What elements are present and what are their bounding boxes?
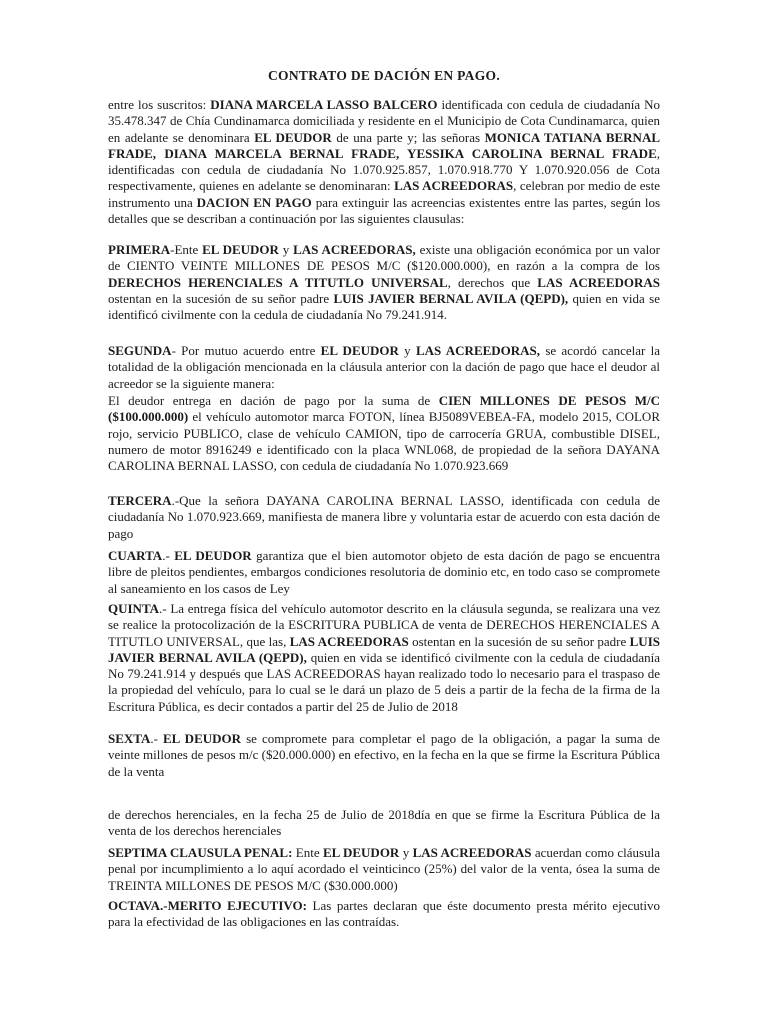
bold-text: EL DEUDOR xyxy=(163,731,242,746)
bold-text: SEXTA xyxy=(108,731,151,746)
text-run: .- xyxy=(150,731,164,746)
paragraph-text xyxy=(108,97,660,227)
text-run: quien en vida se identificó civilmente con la cedula de ciudadanía No 79.241.914. xyxy=(108,290,660,323)
paragraph-text xyxy=(108,493,660,542)
bold-text: LAS ACREEDORAS xyxy=(537,274,660,290)
text-run: existe una obligación económica por un valor de CIENTO VEINTE MILLONES DE PESOS M/C ($120.000.000), en razón a la compra de los xyxy=(108,242,661,274)
text-run: acuerdan como cláusula penal por incumplimiento a lo aquí acordado el veinticinco (25%) del valor de la venta, ósea la suma de TREINTA MILLONES DE PESOS M/C ($30.000.000) xyxy=(108,845,660,893)
text-run: entre los suscritos: xyxy=(108,97,211,112)
text-run: .-Que la señora DAYANA CAROLINA BERNAL LASSO, identificada con cedula de ciudadanía No 1.070.923.669, manifiesta de manera libre y voluntaria estar de acuerdo con esta dación de pago xyxy=(108,493,660,541)
bold-text: LAS ACREEDORAS, xyxy=(415,343,541,358)
text-run: de derechos herenciales, en la fecha 25 de Julio de 2018día en que se firme la Escritura Pública de la venta de los derechos herenciales xyxy=(108,807,660,839)
bold-text: EL DEUDOR xyxy=(202,242,279,257)
clause-segunda xyxy=(108,343,660,392)
text-run: de una parte y; las señoras xyxy=(331,129,485,145)
text-run: el vehículo automotor marca FOTON, línea BJ5089VEBEA-FA, modelo 2015, COLOR rojo, servicio PUBLICO, clase de vehículo CAMION, tipo de carrocería GRUA, combustible DISEL, numero de motor 8916249 e identificado con la placa WNL068, de propiedad de la señora DAYANA CAROLINA BERNAL LASSO, con cedula de ciudadanía No 1.070.923.669 xyxy=(108,409,660,474)
text-run: se compromete para completar el pago de la obligación, a pagar la suma de veinte millones de pesos m/c ($20.000.000) en efectivo, en la fecha en la que se firme la Escritura Pública de la venta xyxy=(108,731,660,779)
bold-text: LUIS JAVIER BERNAL AVILA (QEPD), xyxy=(333,290,569,306)
bold-text: DACION EN PAGO xyxy=(196,194,312,210)
text-run: - Por mutuo acuerdo entre xyxy=(171,343,321,358)
clause-tercera xyxy=(108,493,660,542)
text-run: ostentan en la sucesión de su señor padre xyxy=(108,290,334,306)
bold-text: MONICA TATIANA BERNAL FRADE, DIANA MARCELA BERNAL FRADE, YESSIKA CAROLINA BERNAL FRADE xyxy=(108,129,661,161)
paragraph-text xyxy=(108,242,660,323)
text-run: , celebran por medio de este instrumento una xyxy=(108,178,660,210)
text-run: .- xyxy=(162,548,175,563)
clause-primera xyxy=(108,242,660,323)
paragraph-text xyxy=(108,393,660,474)
clause-septima xyxy=(108,845,660,894)
text-run: identificada con cedula de ciudadanía No 35.478.347 de Chía Cundinamarca domiciliada y residente en el Municipio de Cota Cundinamarca, quien en adelante se denominara xyxy=(108,97,661,145)
text-run: y xyxy=(398,343,416,358)
paragraph-text xyxy=(108,731,660,780)
text-run: y xyxy=(278,242,294,257)
bold-text: TERCERA xyxy=(108,493,172,508)
bold-text: PRIMERA xyxy=(108,242,171,257)
bold-text: DERECHOS HERENCIALES A TITUTLO UNIVERSAL xyxy=(108,274,448,290)
clause-quinta xyxy=(108,601,660,715)
continuation-paragraph xyxy=(108,807,660,840)
text-run: ostentan en la sucesión de su señor padre xyxy=(408,633,630,649)
text-run: , derechos que xyxy=(447,274,538,290)
bold-text: EL DEUDOR xyxy=(254,129,332,145)
text-run: .- La entrega física del vehículo automotor descrito en la cláusula segunda, se realizara una vez se realice la protocolización de la ESCRITURA PUBLICA de venta de DERECHOS HERENCIALES A TITUTLO UNIVERSAL, que las, xyxy=(108,601,660,649)
bold-text: LAS ACREEDORAS xyxy=(394,178,514,194)
bold-text: QUINTA xyxy=(108,601,160,616)
text-run: , identificadas con cedula de ciudadanía No 1.070.925.857, 1.070.918.770 Y 1.070.920.056 de Cota respectivamente, quienes en adelante se denominaran: xyxy=(108,145,660,194)
clause-cuarta xyxy=(108,548,660,597)
paragraph-text xyxy=(108,601,660,715)
paragraph-text xyxy=(108,343,660,392)
text-run: quien en vida se identificó civilmente con la cedula de ciudadanía No 79.241.914 y después que LAS ACREEDORAS hayan realizado todo lo necesario para el traspaso de la propiedad del vehículo, para lo cual se le dará un plazo de 5 deis a partir de la fecha de la firma de la Escritura Pública, es decir contados a partir del 25 de Julio de 2018 xyxy=(108,649,660,714)
paragraph-text xyxy=(108,807,660,840)
bold-text: OCTAVA.-MERITO EJECUTIVO: xyxy=(108,898,307,913)
text-run: Las partes declaran que éste documento presta mérito ejecutivo para la efectividad de las obligaciones en las contraídas. xyxy=(108,898,661,930)
paragraph-text xyxy=(108,898,660,931)
contract-title: CONTRATO DE DACIÓN EN PAGO. xyxy=(268,68,500,83)
intro-paragraph xyxy=(108,97,660,227)
paragraph-text xyxy=(108,845,660,894)
bold-text: SEGUNDA xyxy=(108,343,172,358)
text-run: y xyxy=(399,845,413,860)
bold-text: SEPTIMA CLAUSULA PENAL: xyxy=(108,845,293,860)
text-run: se acordó cancelar la totalidad de la obligación mencionada en la cláusula anterior con la dación de pago que hace el deudor al acreedor se la siguiente manera: xyxy=(108,343,660,391)
clause-sexta xyxy=(108,731,660,780)
text-run: Ente xyxy=(292,845,323,860)
bold-text: EL DEUDOR xyxy=(174,548,252,563)
bold-text: CUARTA xyxy=(108,548,163,563)
bold-text: EL DEUDOR xyxy=(320,343,399,358)
text-run: garantiza que el bien automotor objeto de esta dación de pago se encuentra libre de pleitos pendientes, embargos condiciones resolutoria de dominio etc, en todo caso se compromete al saneamiento en los casos de Ley xyxy=(108,548,660,596)
bold-text: EL DEUDOR xyxy=(323,845,400,860)
bold-text: LAS ACREEDORAS xyxy=(412,845,532,860)
bold-text: LAS ACREEDORAS xyxy=(289,633,409,649)
bold-text: LAS ACREEDORAS, xyxy=(293,242,416,257)
delivery-paragraph xyxy=(108,393,660,474)
text-run: El deudor entrega en dación de pago por la suma de xyxy=(108,393,439,408)
bold-text: CIEN MILLONES DE PESOS M/C ($100.000.000) xyxy=(108,393,660,425)
bold-text: LUIS JAVIER BERNAL AVILA (QEPD), xyxy=(108,633,660,665)
clause-octava xyxy=(108,898,660,931)
bold-text: DIANA MARCELA LASSO BALCERO xyxy=(210,97,438,112)
text-run: para extinguir las acreencias existentes entre las partes, según los detalles que se describan a continuación por las siguientes clausulas: xyxy=(108,194,661,227)
text-run: -Ente xyxy=(170,242,203,257)
paragraph-text xyxy=(108,548,660,597)
